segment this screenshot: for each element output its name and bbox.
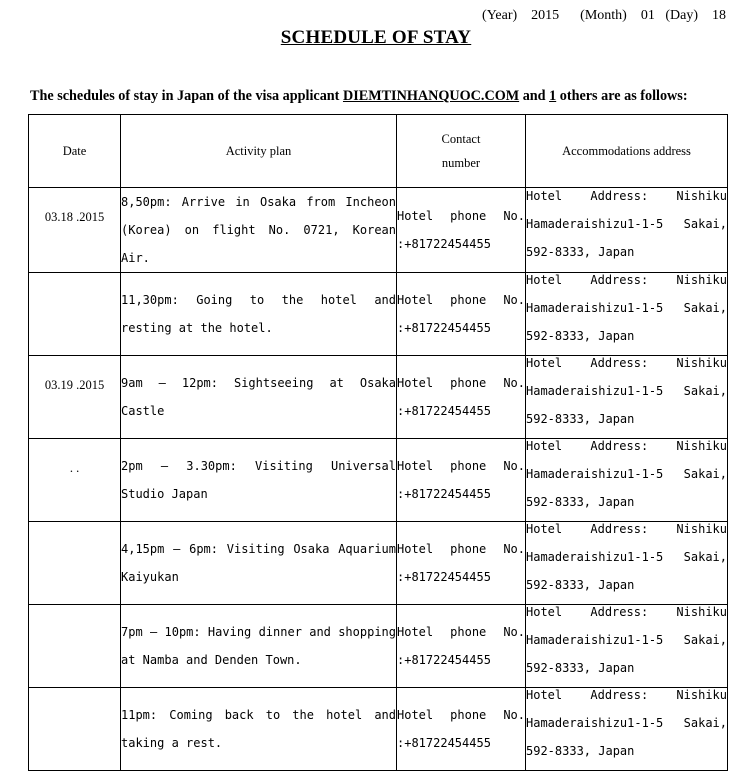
contact-text: Hotel phone No. :+81722454455 [397, 293, 525, 335]
day-label: (Day) [665, 8, 698, 23]
contact-text: Hotel phone No. :+81722454455 [397, 459, 525, 501]
activity-cell [121, 188, 397, 273]
date-cell [29, 605, 121, 688]
intro-suffix: others are as follows: [556, 88, 688, 104]
contact-cell [397, 439, 526, 522]
accommodation-cell [526, 188, 728, 273]
contact-text: Hotel phone No. :+81722454455 [397, 376, 525, 418]
header-accommodation: Accommodations address [526, 115, 728, 188]
accommodation-cell [526, 605, 728, 688]
date-cell [29, 188, 121, 273]
date-cell [29, 522, 121, 605]
day-value: 18 [712, 8, 726, 23]
activity-cell [121, 273, 397, 356]
month-value: 01 [640, 8, 655, 23]
contact-text: Hotel phone No. :+81722454455 [397, 625, 525, 667]
activity-text: 11,30pm: Going to the hotel and resting at the hotel. [121, 293, 396, 335]
contact-cell [397, 188, 526, 273]
year-label: (Year) [482, 8, 518, 23]
table-row [29, 688, 728, 771]
date-value: 03.19 .2015 [44, 378, 105, 392]
contact-text: Hotel phone No. :+81722454455 [397, 708, 525, 750]
contact-cell [397, 605, 526, 688]
accommodation-cell [526, 688, 728, 771]
table-row [29, 273, 728, 356]
activity-cell [121, 356, 397, 439]
contact-cell [397, 273, 526, 356]
accommodation-cell [526, 439, 728, 522]
activity-text: 11pm: Coming back to the hotel and taking a rest. [121, 708, 396, 750]
contact-cell [397, 356, 526, 439]
header-date: Date [29, 115, 121, 188]
contact-cell [397, 522, 526, 605]
date-line [482, 8, 726, 24]
activity-cell [121, 605, 397, 688]
page-title: SCHEDULE OF STAY [280, 27, 472, 48]
schedule-table [28, 114, 728, 771]
activity-text: 2pm – 3.30pm: Visiting Universal Studio Japan [121, 459, 396, 501]
header-activity: Activity plan [121, 115, 397, 188]
header-contact [397, 115, 526, 188]
accommodation-text: Hotel Address: Nishiku Hamaderaishizu1-1-5 Sakai, 592-8333, Japan [526, 273, 727, 343]
accommodation-cell [526, 273, 728, 356]
table-row [29, 356, 728, 439]
date-cell [29, 273, 121, 356]
date-cell [29, 356, 121, 439]
activity-cell [121, 439, 397, 522]
intro-sentence [30, 88, 688, 105]
table-row [29, 522, 728, 605]
table-header-row [29, 115, 728, 188]
accommodation-text: Hotel Address: Nishiku Hamaderaishizu1-1-5 Sakai, 592-8333, Japan [526, 605, 727, 675]
activity-text: 9am – 12pm: Sightseeing at Osaka Castle [121, 376, 396, 418]
activity-cell [121, 522, 397, 605]
table-row [29, 605, 728, 688]
activity-text: 7pm – 10pm: Having dinner and shopping at Namba and Denden Town. [121, 625, 396, 667]
contact-text: Hotel phone No. :+81722454455 [397, 209, 525, 251]
activity-cell [121, 688, 397, 771]
table-row [29, 188, 728, 273]
accommodation-text: Hotel Address: Nishiku Hamaderaishizu1-1-5 Sakai, 592-8333, Japan [526, 189, 727, 259]
accommodation-cell [526, 522, 728, 605]
date-value: 03.18 .2015 [44, 210, 105, 224]
accommodation-text: Hotel Address: Nishiku Hamaderaishizu1-1-5 Sakai, 592-8333, Japan [526, 356, 727, 426]
accommodation-text: Hotel Address: Nishiku Hamaderaishizu1-1-5 Sakai, 592-8333, Japan [526, 522, 727, 592]
header-contact-line1: Contact [441, 132, 481, 146]
accommodation-text: Hotel Address: Nishiku Hamaderaishizu1-1-5 Sakai, 592-8333, Japan [526, 439, 727, 509]
intro-middle: and [519, 88, 550, 104]
intro-prefix: The schedules of stay in Japan of the visa applicant [30, 88, 343, 104]
date-value: . . [69, 461, 80, 475]
date-cell [29, 688, 121, 771]
contact-cell [397, 688, 526, 771]
table-row [29, 439, 728, 522]
header-contact-line2: number [441, 156, 481, 170]
others-count: 1 [549, 88, 557, 104]
accommodation-text: Hotel Address: Nishiku Hamaderaishizu1-1-5 Sakai, 592-8333, Japan [526, 688, 727, 758]
activity-text: 8,50pm: Arrive in Osaka from Incheon (Korea) on flight No. 0721, Korean Air. [121, 195, 396, 265]
year-value: 2015 [531, 8, 560, 23]
activity-text: 4,15pm – 6pm: Visiting Osaka Aquarium Kaiyukan [121, 542, 396, 584]
month-label: (Month) [580, 8, 627, 23]
applicant-name: DIEMTINHANQUOC.COM [342, 88, 520, 104]
date-cell [29, 439, 121, 522]
contact-text: Hotel phone No. :+81722454455 [397, 542, 525, 584]
accommodation-cell [526, 356, 728, 439]
